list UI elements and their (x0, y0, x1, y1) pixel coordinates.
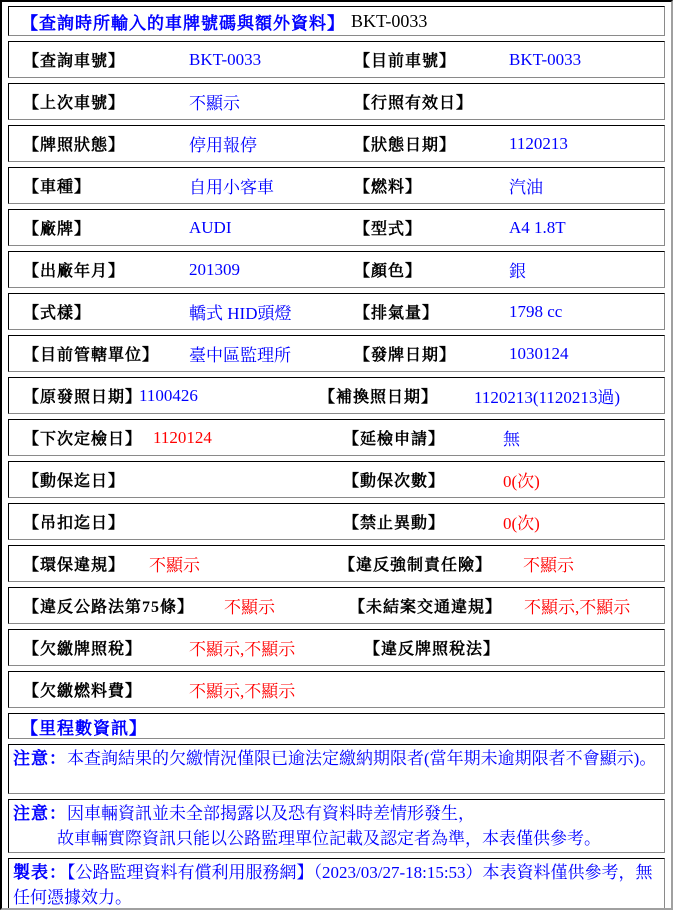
field-value: 轎式 HID頭燈 (189, 304, 292, 323)
field-label: 【原發照日期】 (23, 389, 143, 406)
row-vehicle-type (8, 167, 665, 204)
row-highway-act-75 (8, 587, 665, 624)
field-value: 1100426 (139, 385, 198, 405)
report-title-row (8, 6, 665, 36)
field-value: 0(次) (503, 472, 540, 491)
field-label: 【排氣量】 (354, 305, 440, 322)
field-label: 【延檢申請】 (343, 431, 446, 448)
field-value: 臺中區監理所 (189, 346, 291, 365)
notice-data-disclaimer (8, 799, 665, 853)
field-value: 1120213 (509, 133, 568, 153)
field-value: 汽油 (509, 178, 543, 197)
row-env-violation (8, 545, 665, 582)
field-value: 1030124 (509, 343, 569, 363)
field-label: 【式樣】 (23, 305, 92, 322)
field-label: 【狀態日期】 (354, 137, 457, 154)
row-license-tax (8, 629, 665, 666)
notice-prefix: 注意： (13, 804, 67, 823)
footer-text: 【公路監理資料有償利用服務網】（2023/03/27-18:15:53）本表資料僅供參考，無任何憑據效力。 (13, 863, 653, 907)
field-value: 1120213(1120213過) (474, 388, 621, 407)
report-title-plate-number: BKT-0033 (351, 10, 428, 31)
field-label: 【動保迄日】 (23, 473, 126, 490)
row-fuel-fee (8, 671, 665, 708)
notice-overdue-payments (8, 744, 665, 794)
field-value: 停用報停 (189, 136, 257, 155)
field-value: 1798 cc (509, 301, 563, 321)
field-label: 【補換照日期】 (319, 389, 439, 406)
field-label: 【環保違規】 (23, 557, 126, 574)
field-label: 【違反強制責任險】 (339, 557, 493, 574)
field-value: 1120124 (153, 427, 212, 447)
field-value: 無 (503, 430, 520, 449)
field-value: 0(次) (503, 514, 540, 533)
notice-line (13, 801, 660, 826)
notice-text: 因車輛資訊並未全部揭露以及恐有資料時差情形發生， (67, 804, 475, 823)
field-label: 【目前管轄單位】 (23, 347, 160, 364)
footer-prefix: 製表： (13, 863, 67, 882)
field-value: BKT-0033 (509, 49, 582, 69)
field-label: 【查詢車號】 (23, 53, 126, 70)
notice-prefix: 注意： (13, 749, 67, 768)
field-label: 【牌照狀態】 (23, 137, 126, 154)
field-label: 【禁止異動】 (343, 515, 446, 532)
field-label: 【廠牌】 (23, 221, 92, 238)
row-brand (8, 209, 665, 246)
row-prev-plate (8, 83, 665, 120)
field-label: 【出廠年月】 (23, 263, 126, 280)
field-value: 自用小客車 (189, 178, 274, 197)
row-suspension (8, 503, 665, 540)
field-label: 【動保次數】 (343, 473, 446, 490)
field-value: A4 1.8T (509, 217, 566, 237)
notice-text: 本查詢結果的欠繳情況僅限已逾法定繳納期限者(當年期未逾期限者不會顯示)。 (67, 749, 657, 768)
field-label: 【違反牌照稅法】 (364, 641, 501, 658)
row-mortgage (8, 461, 665, 498)
row-jurisdiction (8, 335, 665, 372)
report-footer (8, 858, 665, 910)
field-value: 不顯示,不顯示 (524, 598, 631, 617)
row-body-style (8, 293, 665, 330)
field-value: BKT-0033 (189, 49, 262, 69)
row-license-status (8, 125, 665, 162)
field-value: 銀 (509, 262, 526, 281)
row-next-inspection (8, 419, 665, 456)
field-label: 【型式】 (354, 221, 423, 238)
field-value: 不顯示 (149, 556, 200, 575)
field-label: 【發牌日期】 (354, 347, 457, 364)
field-value: 201309 (189, 259, 240, 279)
field-label: 【未結案交通違規】 (349, 599, 503, 616)
mileage-header-label: 【里程數資訊】 (21, 718, 147, 738)
row-plate-query (8, 41, 665, 78)
field-value: 不顯示 (224, 598, 275, 617)
field-label: 【下次定檢日】 (23, 431, 143, 448)
field-label: 【顏色】 (354, 263, 423, 280)
field-value: 不顯示,不顯示 (189, 640, 296, 659)
field-label: 【車種】 (23, 179, 92, 196)
field-label: 【燃料】 (354, 179, 423, 196)
field-label: 【吊扣迄日】 (23, 515, 126, 532)
mileage-section-header (8, 713, 665, 739)
field-label: 【欠繳燃料費】 (23, 683, 143, 700)
row-original-issue-date (8, 377, 665, 414)
field-label: 【行照有效日】 (354, 95, 474, 112)
field-value: 不顯示 (523, 556, 574, 575)
report-title-label: 【查詢時所輸入的車牌號碼與額外資料】 (21, 13, 345, 33)
field-value: 不顯示 (189, 94, 240, 113)
field-label: 【欠繳牌照稅】 (23, 641, 143, 658)
field-label: 【違反公路法第75條】 (23, 599, 195, 616)
notice-line: 故車輛實際資訊只能以公路監理單位記載及認定者為準，本表僅供參考。 (57, 829, 601, 848)
field-value: AUDI (189, 217, 232, 237)
field-label: 【上次車號】 (23, 95, 126, 112)
field-label: 【目前車號】 (354, 53, 457, 70)
field-value: 不顯示,不顯示 (189, 682, 296, 701)
row-manufacture-date (8, 251, 665, 288)
